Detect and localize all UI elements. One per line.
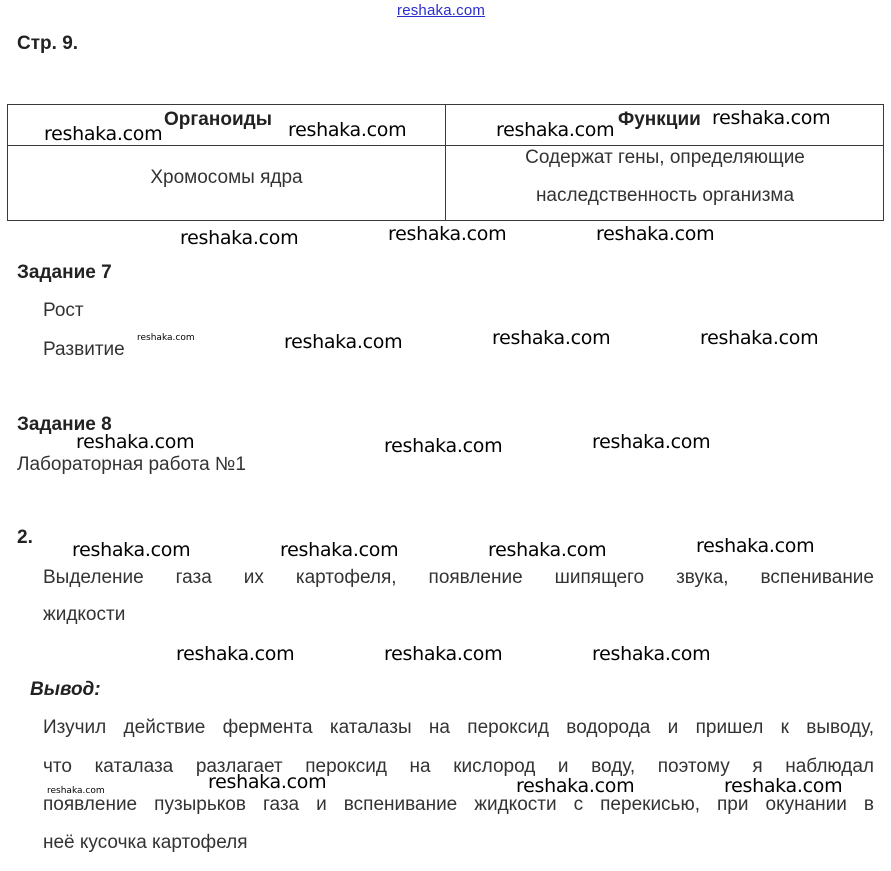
site-link[interactable]: reshaka.com (397, 2, 486, 19)
watermark: reshaka.com (44, 123, 163, 145)
table-cell-function-line1: Содержат гены, определяющие (525, 147, 805, 168)
table-cell-function-line2: наследственность организма (535, 185, 795, 206)
watermark: reshaka.com (384, 435, 503, 457)
watermark: reshaka.com (700, 327, 819, 349)
task7-item-development: Развитие (43, 339, 125, 360)
watermark: reshaka.com (488, 539, 607, 561)
item2-line2: жидкости (43, 604, 126, 625)
watermark-small: reshaka.com (137, 333, 195, 343)
conclusion-line1: Изучил действие фермента каталазы на пероксид водорода и пришел к выводу, (43, 717, 874, 738)
watermark: reshaka.com (280, 539, 399, 561)
task7-heading: Задание 7 (17, 262, 112, 283)
task7-item-growth: Рост (43, 300, 84, 321)
watermark: reshaka.com (696, 535, 815, 557)
watermark: reshaka.com (516, 775, 635, 797)
item2-number: 2. (17, 527, 33, 548)
table-header-organoids: Органоиды (164, 109, 272, 130)
table-header-functions: Функции (618, 109, 701, 130)
watermark: reshaka.com (492, 327, 611, 349)
watermark: reshaka.com (496, 119, 615, 141)
conclusion-label: Вывод: (30, 679, 101, 700)
watermark-small: reshaka.com (47, 786, 105, 796)
watermark: reshaka.com (76, 431, 195, 453)
watermark: reshaka.com (176, 643, 295, 665)
watermark: reshaka.com (180, 227, 299, 249)
watermark: reshaka.com (208, 771, 327, 793)
watermark: reshaka.com (724, 775, 843, 797)
table-cell-organoid: Хромосомы ядра (150, 167, 303, 188)
watermark: reshaka.com (596, 223, 715, 245)
page-label: Стр. 9. (17, 33, 79, 54)
task8-subtitle: Лабораторная работа №1 (17, 454, 246, 475)
watermark: reshaka.com (384, 643, 503, 665)
conclusion-line2: что каталаза разлагает пероксид на кислород и воду, поэтому я наблюдал (43, 756, 874, 777)
conclusion-line4: неё кусочка картофеля (43, 832, 248, 853)
watermark: reshaka.com (592, 643, 711, 665)
watermark: reshaka.com (388, 223, 507, 245)
task8-heading: Задание 8 (17, 414, 112, 435)
watermark: reshaka.com (592, 431, 711, 453)
watermark: reshaka.com (288, 119, 407, 141)
watermark: reshaka.com (72, 539, 191, 561)
conclusion-line3: появление пузырьков газа и вспенивание жидкости с перекисью, при окунании в (43, 794, 874, 815)
watermark: reshaka.com (712, 107, 831, 129)
watermark: reshaka.com (284, 331, 403, 353)
item2-line1: Выделение газа их картофеля, появление шипящего звука, вспенивание (43, 567, 874, 588)
